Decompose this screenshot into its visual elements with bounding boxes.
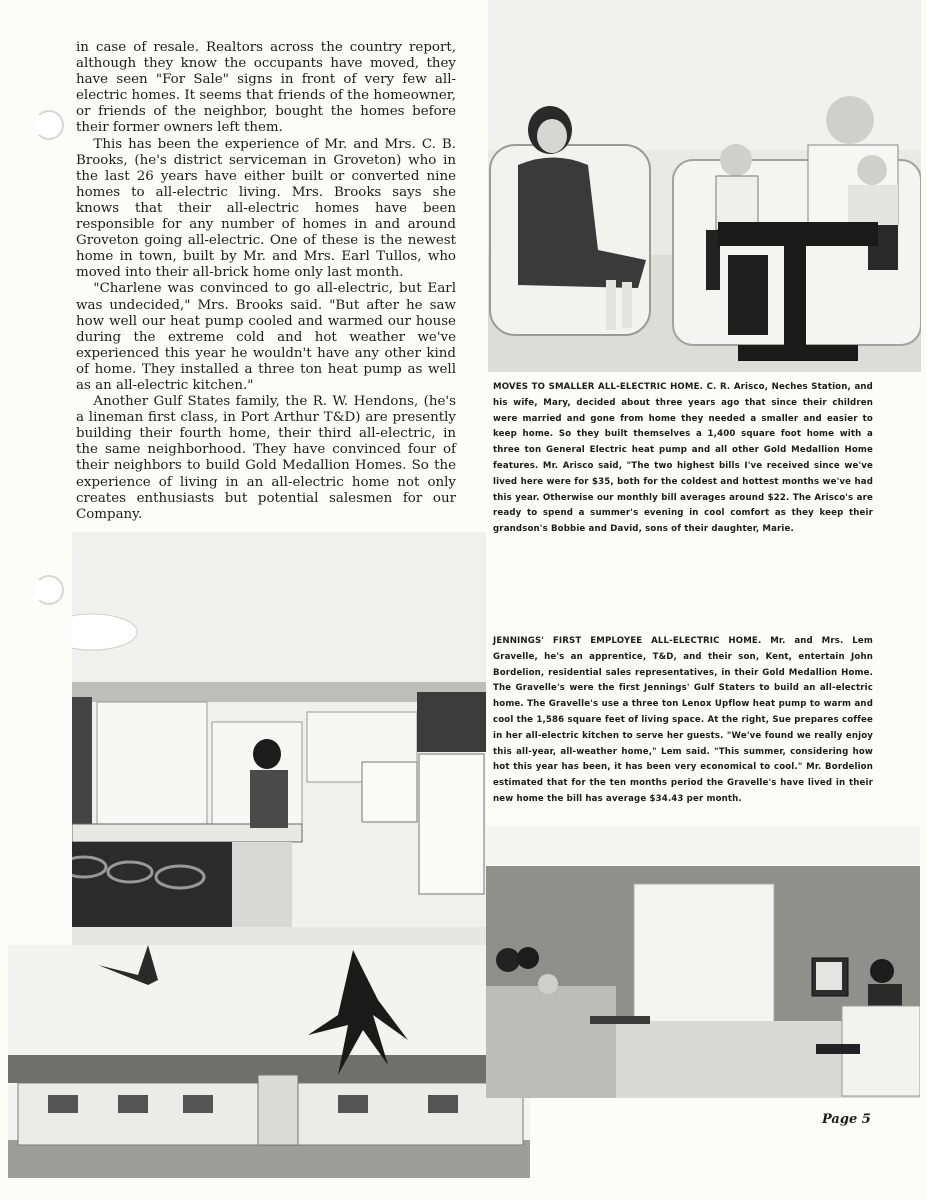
photo-kitchen xyxy=(72,532,486,945)
article-paragraph-4: Another Gulf States family, the R. W. Hendons, (he's a lineman first class, in Port Arthur T&D) are presently building their fourth home, their third all-electric, in the same neighborhood. They have convinced four of their neighbors to build Gold Medallion Homes. So the experience of living in an all-electric home not only creates enthusiasts but potential salesmen for our Company. xyxy=(76,394,456,522)
article-body xyxy=(76,40,456,523)
caption-arisco-heading: MOVES TO SMALLER ALL-ELECTRIC HOME. xyxy=(493,382,704,392)
photo-arisco-family xyxy=(488,0,921,372)
caption-arisco xyxy=(493,380,873,538)
caption-jennings xyxy=(493,634,873,808)
caption-jennings-heading: JENNINGS' FIRST EMPLOYEE ALL-ELECTRIC HOME. xyxy=(493,636,762,646)
article-paragraph-1: in case of resale. Realtors across the country report, although they know the occupants have moved, they have seen "For Sale" signs in front of very few all-electric homes. It seems that friends of the homeowner, or friends of the neighbor, bought the homes before their former owners left them. xyxy=(76,40,456,136)
article-paragraph-2: This has been the experience of Mr. and Mrs. C. B. Brooks, (he's district serviceman in Groveton) who in the last 26 years have either built or converted nine homes to all-electric living. Mrs. Brooks says she knows that their all-electric homes have been responsible for any number of homes in and around Groveton going all-electric. One of these is the newest home in town, built by Mr. and Mrs. Earl Tullos, who moved into their all-brick home only last month. xyxy=(76,136,456,281)
binder-hole-top xyxy=(34,110,64,140)
binder-hole-middle xyxy=(34,575,64,605)
caption-jennings-text: Mr. and Mrs. Lem Gravelle, he's an apprentice, T&D, and their son, Kent, entertain John Bordelion, residential sales representatives, in their Gold Medallion Home. The Gravelle's were the first Jennings' Gulf Staters to build an all-electric home. The Gravelle's use a three ton Lenox Upflow heat pump to warm and cool the 1,586 square feet of living space. At the right, Sue prepares coffee in her all-electric kitchen to serve her guests. "We've found we really enjoy this all-year, all-weather home," Lem said. "This summer, considering how hot this year has been, it has been very economical to cool." Mr. Bordelion estimated that for the ten months period the Gravelle's have lived in their new home the bill has average $34.43 per month. xyxy=(493,636,873,804)
article-paragraph-3: "Charlene was convinced to go all-electric, but Earl was undecided," Mrs. Brooks said. "But after he saw how well our heat pump cooled and warmed our house during the extreme cold and hot weather we've experienced this year he wouldn't have any other kind of home. They installed a three ton heat pump as well as an all-electric kitchen." xyxy=(76,281,456,393)
caption-arisco-text: C. R. Arisco, Neches Station, and his wife, Mary, decided about three years ago that since their children were married and gone from home they needed a smaller and easier to keep home. So they built themselves a 1,400 square foot home with a three ton General Electric heat pump and all other Gold Medallion Home features. Mr. Arisco said, "The two highest bills I've received since we've lived here were for $35, both for the coldest and hottest months we've had this year. Otherwise our monthly bill averages around $22. The Arisco's are ready to spend a summer's evening in cool comfort as they keep their grandson's Bobbie and David, sons of their daughter, Marie. xyxy=(493,382,873,535)
photo-gravelle-living-room xyxy=(486,826,920,1098)
photo-house-exterior xyxy=(8,945,530,1178)
page-number: Page 5 xyxy=(822,1112,871,1127)
